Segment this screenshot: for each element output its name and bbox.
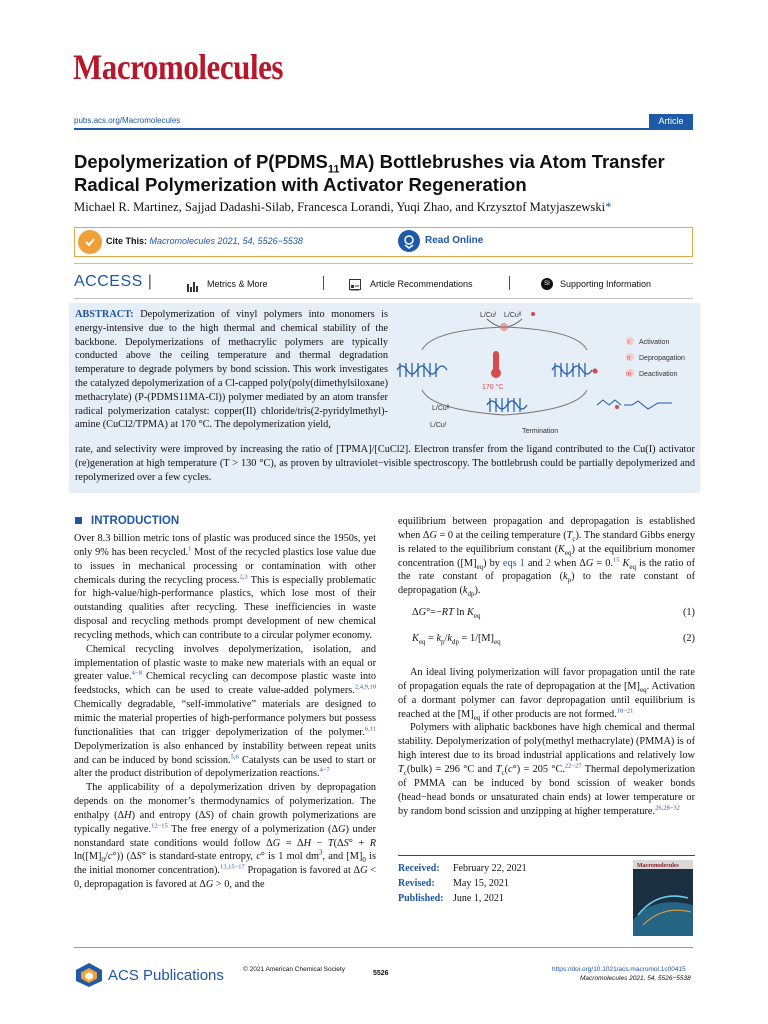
equation-1: ΔG°=−RT $\ln K_{eq}$ [412, 607, 481, 621]
journal-url[interactable]: pubs.acs.org/Macromolecules [74, 116, 181, 125]
body-column-right: equilibrium between propagation and depropagation is established when ΔG = 0 at the ceiling temperature $(T_c)$. The standard Gibbs energy is related to the equilibrium constant $(K_{eq})$ at the equilibrium monomer concentration $([M]_{eq})$ by eqs 1 and 2 when ΔG = 0.15 $K_{eq}$ is the ratio of the rate constant of propagation $(k_p)$ to the rate constant of depropagation $(k_{dp})$. ΔG°=−RT $\ln K_{eq}$ (1) $K_{eq} = k_p/k_{dp} = 1/[M]_{eq}$ (2) An ideal living polymerization will favor propagation until the rate of propagation equals the rate of depropagation at the $[M]_{eq}$. Activation of a dormant polymer can favor depropagation until equilibrium is reached at the $[M]_{eq}$ if other products are not formed.$^{18-21}$ Polymers with aliphatic backbones have high chemical and thermal stability. Depolymerization of poly(methyl methacrylate) (PMMA) is of high interest due to its broad industrial applications and relatively low $T_c(bulk) = 296$ °C and $T_c(c^\circ) = 205$ °C.$^{22-27}$ Thermal depolymerization of PMMA can be induced by bond scission of weaker bonds (head−head bonds or unsaturated chain ends) at lower temperature or by random bond scission and unzipping at higher temperature.$^{26,28-32}$ [398, 516, 696, 817]
equation-1-number: (1) [682, 607, 695, 619]
cl-atom [531, 312, 535, 316]
cite-icon[interactable] [78, 230, 102, 254]
separator [323, 276, 324, 290]
lcu-i-label: L/Cuᴵ [480, 312, 496, 319]
mechanism-legend [626, 337, 685, 378]
header-rule [74, 128, 693, 130]
lcu-ii-label: L/Cuᴵᴵ [504, 312, 522, 319]
article-badge: Article [649, 114, 693, 128]
recommendations-icon[interactable] [349, 279, 361, 290]
footer-rule [74, 947, 693, 948]
cite-this[interactable]: Cite This: Macromolecules 2021, 54, 5526−5538 [106, 236, 303, 246]
termination-label: Termination [522, 428, 559, 435]
lcu-ii-bottom-label: L/Cuᴵᴵ [432, 405, 450, 412]
dates-rule [398, 855, 695, 856]
read-online-button[interactable]: Read Online [425, 235, 484, 246]
svg-text:Depropagation: Depropagation [639, 355, 685, 362]
corresponding-author-star[interactable]: * [605, 200, 612, 214]
access-label: ACCESS | [74, 273, 153, 290]
toc-graphic [392, 305, 697, 440]
footer-journal-reference: Macromolecules 2021, 54, 5526−5538 [580, 975, 691, 982]
publication-dates: Received: February 22, 2021 Revised: May 15, 2021 Published: June 1, 2021 [398, 863, 527, 904]
temperature-label: 170 °C [482, 384, 504, 391]
abstract-text-top: ABSTRACT: Depolymerization of vinyl polymers into monomers is energy-intensive due to the high thermal and chemical stability of the backbone. Depolymerizations of methacrylic polymers are typically conducted above the ceiling temperature and thermal degradation temperature to degrade polymers by bond scission. This work investigates the catalyzed depolymerization of a Cl-capped poly(poly(dimethylsiloxane) methacrylate) (P-(PDMS11MA-Cl)) polymer mediated by an atom transfer radical polymerization catalyst: copper(II) chloride/tris(2-pyridylmethyl)-amine (CuCl2/TPMA) at 170 °C. The depolymerization yield, [75, 309, 388, 431]
supporting-info-icon[interactable]: SI [541, 278, 553, 290]
svg-text:III: III [626, 372, 631, 378]
page-number: 5526 [373, 970, 389, 977]
thermometer-icon [491, 351, 501, 378]
journal-cover-thumbnail[interactable] [633, 860, 693, 936]
body-column-left: Over 8.3 billion metric tons of plastic was produced since the 1950s, yet only 9% has been recycled.$^1$ Most of the recycled plastics lose value due to issues in mechanical processing or contamination with other chemicals during the recycling process.$^{2,3}$ This is especially problematic for high-value/high-performance plastics, which lose most of their outstanding qualities after recycling. These inefficiencies in waste disposal and recycling methods prompt development of new chemical recycling methods, which can contribute to a circular polymer economy. Chemical recycling involves depolymerization, isolation, and implementation of plastic waste to make new materials with an equal or greater value.$^{4-8}$ Chemical recycling can decompose plastic waste into feedstocks, which can be used to create value-added polymers.$^{2,4,9,10}$ Chemically degradable, “self-immolative” materials are designed to mimic the material properties of high-performance polymers but possess functionalities that can trigger depolymerization of the polymer.$^{6,11}$ Depolymerization is also enhanced by instability between repeat units and can be induced by bond scission.$^{5,6}$ Catalysts can be used to start or alter the product distribution of depolymerization reactions.$^{4-7}$ The applicability of a depolymerization driven by depropagation depends on the monomer’s thermodynamics of polymerization. The enthalpy (ΔH) and entropy (ΔS) of chain growth polymerizations are typically negative.$^{12-15}$ The free energy of a polymerization (ΔG) under nonstandard state conditions would follow ΔG = ΔH − T(ΔS° + R $\ln([M]_0/c^\circ)$) (ΔS° is standard-state entropy, c° is 1 mol $dm^3$, and $[M]_0$ is the initial monomer concentration).$^{13,15-17}$ Propagation is favored at ΔG < 0, depropagation is favored at ΔG > 0, and the [74, 533, 377, 891]
svg-text:Macromolecules: Macromolecules [637, 863, 679, 869]
ester-oxygen [615, 405, 619, 409]
svg-text:Activation: Activation [639, 339, 670, 346]
equation-2-number: (2) [682, 633, 695, 645]
cite-reference[interactable]: Macromolecules 2021, 54, 5526−5538 [149, 236, 303, 246]
separator [509, 276, 510, 290]
copyright: © 2021 American Chemical Society [243, 966, 345, 973]
equations [398, 598, 695, 650]
lcu-i-bottom-label: L/Cuᴵ [430, 422, 446, 429]
polymer-chain-left [397, 363, 447, 377]
abstract-text-bottom: rate, and selectivity were improved by increasing the ratio of [TPMA]/[CuCl2]. Electron transfer from the ligand contributed to the Cu(I) activator (re)generation at high temperature (T > 130 °C), as proven by ultraviolet−visible spectroscopy. The bottlebrush could be partially depolymerized and repolymerized over a few cycles. [75, 444, 695, 483]
polymer-chain-bottom [487, 398, 527, 412]
author-list: Michael R. Martinez, Sajjad Dadashi-Silab, Francesca Lorandi, Yuqi Zhao, and Krzysztof Matyjaszewski* [74, 200, 612, 214]
section-heading-introduction: INTRODUCTION [75, 515, 179, 527]
polymer-chain-right [552, 363, 592, 377]
svg-text:Deactivation: Deactivation [639, 371, 678, 378]
equation-2: $K_{eq} = k_p/k_{dp} = 1/[M]_{eq}$ [412, 633, 501, 647]
monomer-structure [597, 400, 672, 409]
journal-name: Macromolecules [73, 47, 284, 87]
recommendations-link[interactable]: Article Recommendations [370, 279, 473, 289]
doi-link[interactable]: https://doi.org/10.1021/acs.macromol.1c00415 [552, 966, 686, 973]
acs-publications-logo-text[interactable]: ACS Publications [108, 967, 224, 984]
acs-logo-icon[interactable] [74, 962, 104, 988]
radical-end [593, 369, 598, 374]
read-online-icon[interactable] [398, 230, 420, 252]
metrics-link[interactable]: Metrics & More [207, 279, 268, 289]
paper-title: Depolymerization of $P(PDMS_{11}MA)$ Bottlebrushes via Atom Transfer Radical Polymerization with Activator Regeneration [74, 151, 665, 195]
access-rule-top [74, 263, 693, 264]
svg-text:II: II [627, 356, 631, 362]
supporting-info-link[interactable]: Supporting Information [560, 279, 652, 289]
bar-chart-icon[interactable] [187, 279, 199, 289]
svg-text:I: I [628, 340, 630, 346]
access-rule-bottom [74, 298, 693, 299]
